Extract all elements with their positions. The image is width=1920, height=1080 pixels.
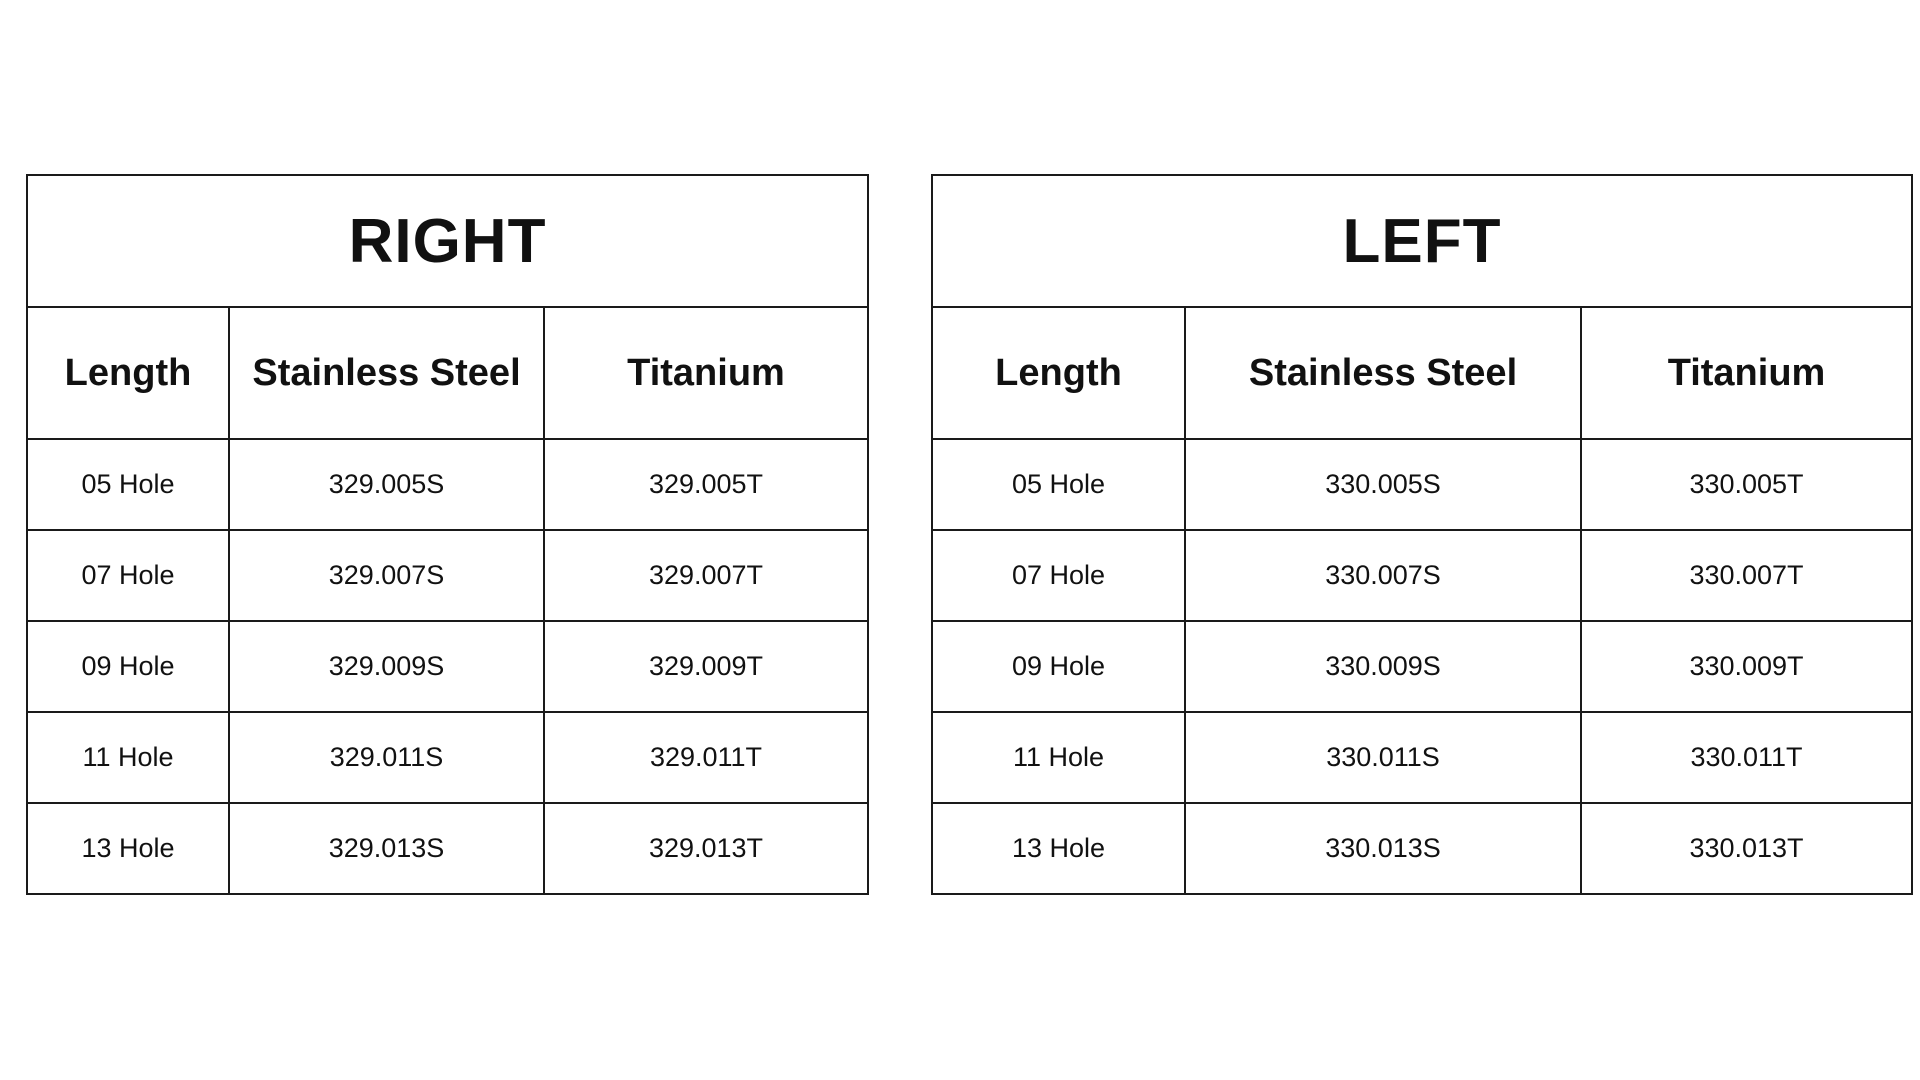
length-cell: 07 Hole [27,530,229,621]
stainless-steel-code-cell: 330.013S [1185,803,1581,894]
titanium-code-cell: 330.013T [1581,803,1912,894]
length-cell: 05 Hole [27,439,229,530]
column-header-stainless-steel: Stainless Steel [229,307,544,439]
stainless-steel-code-cell: 329.007S [229,530,544,621]
column-header-stainless-steel: Stainless Steel [1185,307,1581,439]
column-header-titanium: Titanium [1581,307,1912,439]
length-cell: 09 Hole [932,621,1185,712]
table-title: LEFT [932,175,1912,307]
stainless-steel-code-cell: 330.005S [1185,439,1581,530]
table-title: RIGHT [27,175,868,307]
stainless-steel-code-cell: 329.013S [229,803,544,894]
titanium-code-cell: 329.005T [544,439,868,530]
table-row [27,621,868,712]
table-row [27,712,868,803]
length-cell: 13 Hole [932,803,1185,894]
stainless-steel-code-cell: 330.009S [1185,621,1581,712]
length-cell: 07 Hole [932,530,1185,621]
stainless-steel-code-cell: 329.005S [229,439,544,530]
titanium-code-cell: 329.009T [544,621,868,712]
column-header-length: Length [932,307,1185,439]
titanium-code-cell: 330.009T [1581,621,1912,712]
table-row [932,439,1912,530]
table-title-row [932,175,1912,307]
length-cell: 05 Hole [932,439,1185,530]
table-row [932,803,1912,894]
right-part-table [26,174,869,895]
table-header-row [932,307,1912,439]
table-row [27,803,868,894]
table-row [27,439,868,530]
column-header-length: Length [27,307,229,439]
titanium-code-cell: 330.007T [1581,530,1912,621]
table-header-row [27,307,868,439]
table-row [932,712,1912,803]
table-title-row [27,175,868,307]
table-row [27,530,868,621]
stainless-steel-code-cell: 330.007S [1185,530,1581,621]
length-cell: 11 Hole [27,712,229,803]
left-part-table [931,174,1913,895]
titanium-code-cell: 329.013T [544,803,868,894]
length-cell: 09 Hole [27,621,229,712]
titanium-code-cell: 329.011T [544,712,868,803]
titanium-code-cell: 329.007T [544,530,868,621]
length-cell: 11 Hole [932,712,1185,803]
titanium-code-cell: 330.005T [1581,439,1912,530]
table-row [932,621,1912,712]
length-cell: 13 Hole [27,803,229,894]
stainless-steel-code-cell: 329.011S [229,712,544,803]
titanium-code-cell: 330.011T [1581,712,1912,803]
column-header-titanium: Titanium [544,307,868,439]
stainless-steel-code-cell: 329.009S [229,621,544,712]
table-row [932,530,1912,621]
stainless-steel-code-cell: 330.011S [1185,712,1581,803]
